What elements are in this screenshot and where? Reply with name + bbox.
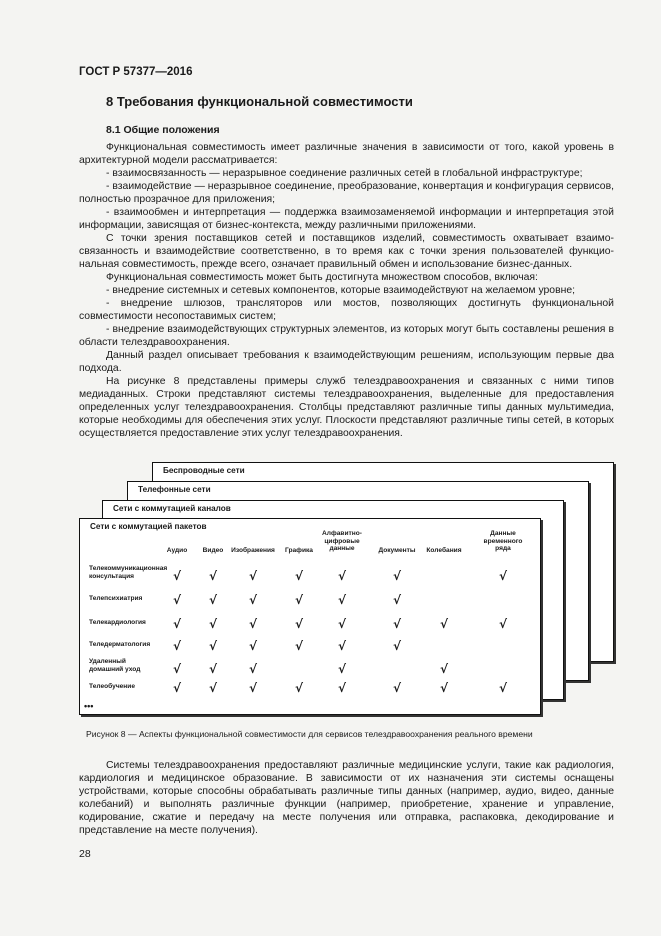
check-mark: √ <box>393 617 402 631</box>
check-mark: √ <box>173 569 182 583</box>
paragraph: - взаимосвязанность — неразрывное соединение различных сетей в глобальной инфраструктуре; <box>106 168 583 179</box>
row-label: Телекоммуникационная консультация <box>89 565 168 580</box>
check-mark: √ <box>173 593 182 607</box>
check-mark: √ <box>440 617 449 631</box>
panel-label: Беспроводные сети <box>163 466 245 475</box>
column-header: Видео <box>202 547 224 554</box>
check-mark: √ <box>338 662 347 676</box>
body-text-bottom <box>79 759 614 837</box>
check-mark: √ <box>295 593 304 607</box>
paragraph: Функциональная совместимость может быть достигнута множеством способов, включая: <box>106 272 538 283</box>
row-label: Телеобучение <box>89 683 136 690</box>
check-mark: √ <box>295 639 304 653</box>
check-mark: √ <box>393 569 402 583</box>
row-label: Телепсихиатрия <box>89 595 143 602</box>
check-mark: √ <box>499 681 508 695</box>
section-title: 8 Требования функциональной совместимости <box>106 94 413 109</box>
paragraph: - внедрение взаимодействующих структурных элементов, из которых могут быть составлены решения в области телездравоохранения. <box>79 324 614 348</box>
figure-caption: Рисунок 8 — Аспекты функциональной совместимости для сервисов телездравоохранения реального времени <box>86 729 533 739</box>
column-header: Данные временного ряда <box>483 530 523 552</box>
check-mark: √ <box>393 681 402 695</box>
check-mark: √ <box>173 617 182 631</box>
check-mark: √ <box>499 569 508 583</box>
subsection-title: 8.1 Общие положения <box>106 124 220 136</box>
check-mark: √ <box>209 662 218 676</box>
check-mark: √ <box>249 662 258 676</box>
check-mark: √ <box>393 593 402 607</box>
paragraph: - взаимодействие — неразрывное соединение, преобразование, конвертация и конфигурация сервисов, полностью прозрачное для приложения; <box>79 181 614 205</box>
check-mark: √ <box>173 681 182 695</box>
check-mark: √ <box>440 681 449 695</box>
check-mark: √ <box>295 569 304 583</box>
check-mark: √ <box>440 662 449 676</box>
panel-label: Сети с коммутацией пакетов <box>90 522 207 531</box>
check-mark: √ <box>209 639 218 653</box>
column-header: Документы <box>378 547 416 554</box>
check-mark: √ <box>338 569 347 583</box>
paragraph: На рисунке 8 представлены примеры служб телездравоохранения и связанных с ними типов медиаданных. Строки представляют системы телездравоохранения, выделенные для предоставления определенных услуг телездравоохранения. Столбцы представляют различные типы данных мультимедиа, которые необходимы для обеспечения этих услуг. Плоскости представляют различные типы сетей, в которых осуществляется предоставление этих услуг телездравоохранения. <box>79 376 614 439</box>
check-mark: √ <box>338 593 347 607</box>
check-mark: √ <box>295 617 304 631</box>
check-mark: √ <box>338 639 347 653</box>
panel-label: Сети с коммутацией каналов <box>113 504 231 513</box>
paragraph: - внедрение шлюзов, трансляторов или мостов, позволяющих достигнуть функциональной совместимости несопоставимых систем; <box>79 298 614 322</box>
check-mark: √ <box>338 681 347 695</box>
check-mark: √ <box>173 662 182 676</box>
page-number: 28 <box>79 848 91 860</box>
column-header: Аудио <box>166 547 188 554</box>
check-mark: √ <box>249 593 258 607</box>
check-mark: √ <box>249 681 258 695</box>
panel-packet-switched-networks <box>79 518 541 715</box>
paragraph: - взаимообмен и интерпретация — поддержка взаимозаменяемой информации и интерпретация этой информации, зависящая от бизнес-контекста, между различными приложениями. <box>79 207 614 231</box>
check-mark: √ <box>249 569 258 583</box>
row-label: Удаленный домашний уход <box>89 658 141 673</box>
check-mark: √ <box>338 617 347 631</box>
check-mark: √ <box>209 569 218 583</box>
row-label: Телекардиология <box>89 619 146 626</box>
document-header: ГОСТ Р 57377—2016 <box>79 66 193 78</box>
check-mark: √ <box>393 639 402 653</box>
paragraph: - внедрение системных и сетевых компонентов, которые взаимодействуют на желаемом уровне; <box>106 285 576 296</box>
column-header: Алфавитно-цифровые данные <box>322 530 362 552</box>
check-mark: √ <box>295 681 304 695</box>
check-mark: √ <box>209 593 218 607</box>
column-header: Графика <box>285 547 313 554</box>
panel-label: Телефонные сети <box>138 485 211 494</box>
check-mark: √ <box>173 639 182 653</box>
row-label: Теледерматология <box>89 641 151 648</box>
check-mark: √ <box>209 681 218 695</box>
paragraph: Функциональная совместимость имеет различные значения в зависимости от того, какой уровень в архитектурной модели рассматривается: <box>79 142 614 166</box>
body-text-top <box>79 141 614 440</box>
ellipsis: ••• <box>84 701 94 711</box>
figure-8 <box>79 460 619 722</box>
check-mark: √ <box>499 617 508 631</box>
column-header: Изображения <box>231 547 275 554</box>
paragraph: Системы телездравоохранения предоставляют различные медицинские услуги, такие как радиология, кардиология и медицинское образование. В зависимости от их назначения эти системы оснащены устройствами, которые способны обрабатывать различные типы данных (например, аудио, видео, данные колебаний) и выполнять различные функции (например, приобретение, хранение и управление, кодирование, сжатие и передачу на месте получения или отправка, распаковка, декодирование и представление на месте получения). <box>79 760 614 836</box>
paragraph: Данный раздел описывает требования к взаимодействующим решениям, использующим первые два подхода. <box>79 350 614 374</box>
column-header: Колебания <box>426 547 462 554</box>
check-mark: √ <box>249 639 258 653</box>
check-mark: √ <box>209 617 218 631</box>
check-mark: √ <box>249 617 258 631</box>
paragraph: С точки зрения поставщиков сетей и поставщиков изделий, совместимость охватывает взаимосвязанность и взаимодействие соответственно, в то время как с точки зрения пользователей функциональная совместимость, прежде всего, означает правильный обмен и использование бизнес-данных. <box>79 233 614 270</box>
